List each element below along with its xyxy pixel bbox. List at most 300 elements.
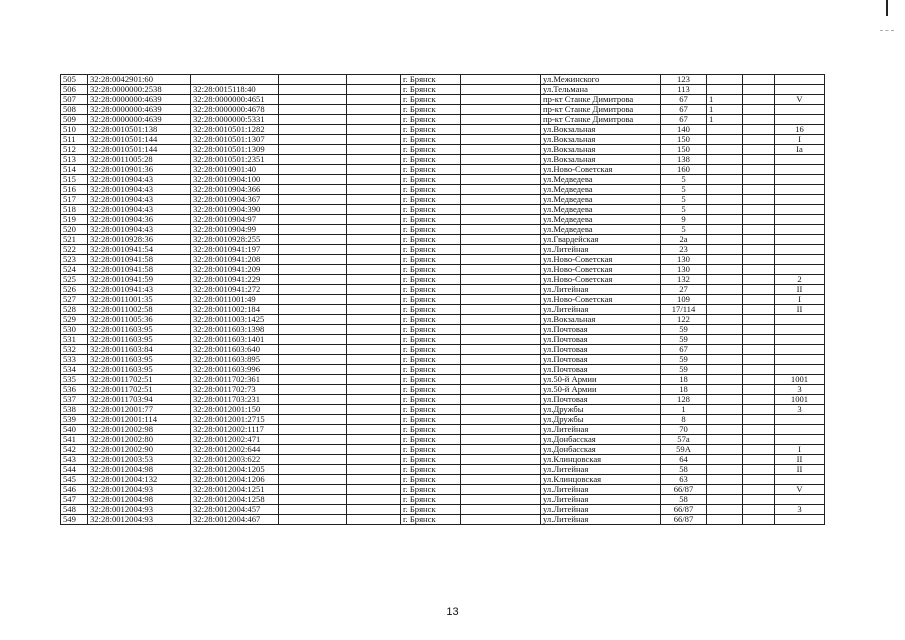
street-cell: ул.Почтовая: [541, 355, 661, 365]
street-cell: ул.Вокзальная: [541, 155, 661, 165]
street-cell: ул.Дружбы: [541, 405, 661, 415]
street-cell: ул.Донбасская: [541, 445, 661, 455]
street-cell: ул.Литейная: [541, 425, 661, 435]
table-row: [61, 365, 825, 375]
empty-cell: [347, 215, 401, 225]
row-number-cell: 514: [61, 165, 88, 175]
empty-cell: [743, 155, 775, 165]
building-cell: [707, 465, 743, 475]
empty-cell: [461, 375, 541, 385]
cadastral-block-cell: 32:28:0000000:4639: [88, 95, 191, 105]
street-cell: ул.Литейная: [541, 485, 661, 495]
street-cell: пр-кт Станке Димитрова: [541, 115, 661, 125]
building-cell: [707, 495, 743, 505]
empty-cell: [279, 295, 347, 305]
building-cell: 1: [707, 115, 743, 125]
empty-cell: [461, 265, 541, 275]
building-cell: [707, 485, 743, 495]
empty-cell: [279, 305, 347, 315]
empty-cell: [743, 345, 775, 355]
empty-cell: [347, 345, 401, 355]
city-cell: г. Брянск: [401, 515, 461, 525]
row-number-cell: 517: [61, 195, 88, 205]
street-cell: ул.Ново-Советская: [541, 295, 661, 305]
row-number-cell: 537: [61, 395, 88, 405]
table-row: [61, 315, 825, 325]
table-row: [61, 105, 825, 115]
premises-cell: 16: [775, 125, 825, 135]
empty-cell: [347, 185, 401, 195]
empty-cell: [461, 435, 541, 445]
empty-cell: [461, 175, 541, 185]
empty-cell: [743, 85, 775, 95]
table-row: [61, 505, 825, 515]
premises-cell: [775, 365, 825, 375]
row-number-cell: 531: [61, 335, 88, 345]
cadastral-block-cell: 32:28:0010904:43: [88, 205, 191, 215]
empty-cell: [347, 115, 401, 125]
empty-cell: [347, 485, 401, 495]
empty-cell: [743, 255, 775, 265]
cadastral-number-cell: 32:28:0010941:209: [191, 265, 279, 275]
row-number-cell: 519: [61, 215, 88, 225]
empty-cell: [347, 405, 401, 415]
building-cell: [707, 205, 743, 215]
empty-cell: [461, 155, 541, 165]
empty-cell: [743, 425, 775, 435]
table-row: [61, 285, 825, 295]
table-row: [61, 255, 825, 265]
empty-cell: [279, 365, 347, 375]
empty-cell: [461, 165, 541, 175]
row-number-cell: 524: [61, 265, 88, 275]
city-cell: г. Брянск: [401, 295, 461, 305]
premises-cell: [775, 495, 825, 505]
cadastral-number-cell: 32:28:0012004:1205: [191, 465, 279, 475]
building-cell: [707, 285, 743, 295]
city-cell: г. Брянск: [401, 425, 461, 435]
building-cell: [707, 275, 743, 285]
house-cell: 113: [661, 85, 707, 95]
building-cell: [707, 215, 743, 225]
house-cell: 66/87: [661, 505, 707, 515]
empty-cell: [743, 95, 775, 105]
premises-cell: [775, 195, 825, 205]
empty-cell: [347, 455, 401, 465]
empty-cell: [347, 475, 401, 485]
building-cell: [707, 365, 743, 375]
table-row: [61, 225, 825, 235]
empty-cell: [279, 345, 347, 355]
empty-cell: [461, 125, 541, 135]
empty-cell: [461, 235, 541, 245]
building-cell: [707, 355, 743, 365]
house-cell: 23: [661, 245, 707, 255]
street-cell: пр-кт Станке Димитрова: [541, 95, 661, 105]
house-cell: 18: [661, 385, 707, 395]
empty-cell: [743, 315, 775, 325]
cadastral-block-cell: 32:28:0042901:60: [88, 75, 191, 85]
row-number-cell: 534: [61, 365, 88, 375]
cadastral-block-cell: 32:28:0011603:95: [88, 355, 191, 365]
row-number-cell: 509: [61, 115, 88, 125]
street-cell: ул.Литейная: [541, 495, 661, 505]
house-cell: 27: [661, 285, 707, 295]
building-cell: [707, 85, 743, 95]
city-cell: г. Брянск: [401, 115, 461, 125]
empty-cell: [347, 395, 401, 405]
street-cell: ул.Вокзальная: [541, 145, 661, 155]
cadastral-number-cell: 32:28:0010904:99: [191, 225, 279, 235]
house-cell: 5: [661, 205, 707, 215]
empty-cell: [461, 355, 541, 365]
cadastral-block-cell: 32:28:0012002:90: [88, 445, 191, 455]
empty-cell: [461, 505, 541, 515]
empty-cell: [743, 355, 775, 365]
house-cell: 160: [661, 165, 707, 175]
empty-cell: [279, 225, 347, 235]
table-row: [61, 165, 825, 175]
table-row: [61, 305, 825, 315]
city-cell: г. Брянск: [401, 225, 461, 235]
city-cell: г. Брянск: [401, 305, 461, 315]
table-row: [61, 475, 825, 485]
house-cell: 5: [661, 195, 707, 205]
empty-cell: [461, 245, 541, 255]
house-cell: 1: [661, 405, 707, 415]
house-cell: 132: [661, 275, 707, 285]
row-number-cell: 521: [61, 235, 88, 245]
empty-cell: [347, 505, 401, 515]
empty-cell: [461, 205, 541, 215]
building-cell: [707, 475, 743, 485]
empty-cell: [743, 495, 775, 505]
cadastral-number-cell: 32:28:0010904:97: [191, 215, 279, 225]
premises-cell: II: [775, 465, 825, 475]
empty-cell: [461, 495, 541, 505]
empty-cell: [743, 415, 775, 425]
street-cell: ул.Ново-Советская: [541, 165, 661, 175]
cadastral-block-cell: 32:28:0011702:51: [88, 385, 191, 395]
street-cell: ул.Почтовая: [541, 345, 661, 355]
street-cell: ул.Тельмана: [541, 85, 661, 95]
cadastral-block-cell: 32:28:0010904:43: [88, 195, 191, 205]
table-row: [61, 485, 825, 495]
empty-cell: [347, 425, 401, 435]
premises-cell: II: [775, 305, 825, 315]
building-cell: [707, 325, 743, 335]
row-number-cell: 547: [61, 495, 88, 505]
house-cell: 58: [661, 465, 707, 475]
empty-cell: [347, 335, 401, 345]
house-cell: 57а: [661, 435, 707, 445]
city-cell: г. Брянск: [401, 275, 461, 285]
cadastral-block-cell: 32:28:0010904:43: [88, 185, 191, 195]
empty-cell: [279, 505, 347, 515]
building-cell: [707, 505, 743, 515]
cadastral-number-cell: 32:28:0010904:390: [191, 205, 279, 215]
street-cell: ул.Ново-Советская: [541, 265, 661, 275]
city-cell: г. Брянск: [401, 145, 461, 155]
empty-cell: [461, 85, 541, 95]
building-cell: [707, 515, 743, 525]
street-cell: ул.Почтовая: [541, 325, 661, 335]
cadastral-block-cell: 32:28:0000000:4639: [88, 115, 191, 125]
empty-cell: [461, 485, 541, 495]
building-cell: [707, 265, 743, 275]
empty-cell: [279, 75, 347, 85]
empty-cell: [743, 475, 775, 485]
house-cell: 150: [661, 135, 707, 145]
cadastral-block-cell: 32:28:0012002:98: [88, 425, 191, 435]
empty-cell: [347, 295, 401, 305]
street-cell: ул.Литейная: [541, 515, 661, 525]
empty-cell: [279, 275, 347, 285]
empty-cell: [347, 95, 401, 105]
cadastral-block-cell: 32:28:0010904:43: [88, 225, 191, 235]
house-cell: 138: [661, 155, 707, 165]
row-number-cell: 516: [61, 185, 88, 195]
city-cell: г. Брянск: [401, 235, 461, 245]
cadastral-number-cell: 32:28:0011702:361: [191, 375, 279, 385]
row-number-cell: 543: [61, 455, 88, 465]
premises-cell: V: [775, 485, 825, 495]
building-cell: 1: [707, 95, 743, 105]
city-cell: г. Брянск: [401, 255, 461, 265]
empty-cell: [347, 375, 401, 385]
street-cell: ул.Медведева: [541, 195, 661, 205]
street-cell: ул.Гвардейская: [541, 235, 661, 245]
street-cell: ул.Медведева: [541, 185, 661, 195]
empty-cell: [461, 325, 541, 335]
building-cell: [707, 75, 743, 85]
building-cell: [707, 425, 743, 435]
empty-cell: [743, 175, 775, 185]
house-cell: 17/114: [661, 305, 707, 315]
empty-cell: [743, 375, 775, 385]
cadastral-number-cell: 32:28:0010941:229: [191, 275, 279, 285]
empty-cell: [279, 255, 347, 265]
house-cell: 70: [661, 425, 707, 435]
city-cell: г. Брянск: [401, 125, 461, 135]
city-cell: г. Брянск: [401, 245, 461, 255]
premises-cell: [775, 515, 825, 525]
street-cell: ул.Ново-Советская: [541, 275, 661, 285]
row-number-cell: 513: [61, 155, 88, 165]
building-cell: [707, 445, 743, 455]
row-number-cell: 507: [61, 95, 88, 105]
cadastral-block-cell: 32:28:0010928:36: [88, 235, 191, 245]
city-cell: г. Брянск: [401, 475, 461, 485]
house-cell: 63: [661, 475, 707, 485]
house-cell: 2а: [661, 235, 707, 245]
building-cell: [707, 395, 743, 405]
street-cell: ул.Медведева: [541, 225, 661, 235]
empty-cell: [347, 75, 401, 85]
table-row: [61, 495, 825, 505]
cadastral-number-cell: 32:28:0011603:996: [191, 365, 279, 375]
empty-cell: [461, 405, 541, 415]
street-cell: ул.50-й Армии: [541, 375, 661, 385]
house-cell: 67: [661, 115, 707, 125]
table-row: [61, 295, 825, 305]
house-cell: 128: [661, 395, 707, 405]
empty-cell: [743, 505, 775, 515]
house-cell: 109: [661, 295, 707, 305]
empty-cell: [743, 295, 775, 305]
premises-cell: [775, 75, 825, 85]
empty-cell: [347, 435, 401, 445]
empty-cell: [461, 215, 541, 225]
empty-cell: [279, 185, 347, 195]
empty-cell: [743, 75, 775, 85]
city-cell: г. Брянск: [401, 75, 461, 85]
empty-cell: [279, 475, 347, 485]
cadastral-number-cell: 32:28:0011603:1401: [191, 335, 279, 345]
premises-cell: [775, 105, 825, 115]
empty-cell: [743, 225, 775, 235]
empty-cell: [279, 145, 347, 155]
house-cell: 67: [661, 95, 707, 105]
empty-cell: [279, 105, 347, 115]
empty-cell: [347, 225, 401, 235]
building-cell: [707, 405, 743, 415]
cadastral-number-cell: 32:28:0012001:150: [191, 405, 279, 415]
empty-cell: [279, 335, 347, 345]
empty-cell: [743, 435, 775, 445]
premises-cell: [775, 315, 825, 325]
house-cell: 130: [661, 265, 707, 275]
empty-cell: [347, 465, 401, 475]
empty-cell: [347, 285, 401, 295]
empty-cell: [743, 115, 775, 125]
row-number-cell: 533: [61, 355, 88, 365]
cadastral-block-cell: 32:28:0010501:144: [88, 145, 191, 155]
empty-cell: [347, 305, 401, 315]
row-number-cell: 545: [61, 475, 88, 485]
cadastral-block-cell: 32:28:0011001:35: [88, 295, 191, 305]
cadastral-number-cell: 32:28:0012004:1258: [191, 495, 279, 505]
cadastral-number-cell: 32:28:0012001:2715: [191, 415, 279, 425]
street-cell: ул.Литейная: [541, 465, 661, 475]
empty-cell: [461, 135, 541, 145]
cadastral-block-cell: 32:28:0011005:36: [88, 315, 191, 325]
cadastral-block-cell: 32:28:0012004:93: [88, 505, 191, 515]
cadastral-number-cell: 32:28:0010501:1307: [191, 135, 279, 145]
empty-cell: [347, 415, 401, 425]
empty-cell: [279, 175, 347, 185]
house-cell: 122: [661, 315, 707, 325]
city-cell: г. Брянск: [401, 135, 461, 145]
city-cell: г. Брянск: [401, 495, 461, 505]
house-cell: 18: [661, 375, 707, 385]
cadastral-block-cell: 32:28:0011603:95: [88, 365, 191, 375]
empty-cell: [461, 75, 541, 85]
cadastral-number-cell: 32:28:0011603:895: [191, 355, 279, 365]
table-row: [61, 125, 825, 135]
cadastral-number-cell: 32:28:0010901:40: [191, 165, 279, 175]
cadastral-number-cell: 32:28:0010928:255: [191, 235, 279, 245]
building-cell: [707, 435, 743, 445]
cadastral-block-cell: 32:28:0012001:77: [88, 405, 191, 415]
empty-cell: [461, 275, 541, 285]
empty-cell: [743, 455, 775, 465]
building-cell: [707, 165, 743, 175]
premises-cell: I: [775, 295, 825, 305]
city-cell: г. Брянск: [401, 315, 461, 325]
cadastral-number-cell: 32:28:0000000:5331: [191, 115, 279, 125]
empty-cell: [279, 115, 347, 125]
empty-cell: [461, 475, 541, 485]
empty-cell: [461, 335, 541, 345]
page-number: 13: [446, 606, 459, 618]
empty-cell: [743, 285, 775, 295]
table-row: [61, 245, 825, 255]
empty-cell: [461, 185, 541, 195]
cadastral-block-cell: 32:28:0012002:80: [88, 435, 191, 445]
empty-cell: [461, 445, 541, 455]
empty-cell: [461, 295, 541, 305]
empty-cell: [461, 115, 541, 125]
row-number-cell: 535: [61, 375, 88, 385]
house-cell: 66/87: [661, 485, 707, 495]
empty-cell: [279, 165, 347, 175]
street-cell: ул.Медведева: [541, 215, 661, 225]
house-cell: 58: [661, 495, 707, 505]
row-number-cell: 544: [61, 465, 88, 475]
building-cell: [707, 415, 743, 425]
city-cell: г. Брянск: [401, 185, 461, 195]
empty-cell: [347, 355, 401, 365]
building-cell: [707, 245, 743, 255]
table-row: [61, 325, 825, 335]
cadastral-block-cell: 32:28:0012004:132: [88, 475, 191, 485]
empty-cell: [743, 235, 775, 245]
street-cell: ул.Клинцовская: [541, 455, 661, 465]
empty-cell: [347, 165, 401, 175]
cadastral-number-cell: 32:28:0010501:1309: [191, 145, 279, 155]
city-cell: г. Брянск: [401, 485, 461, 495]
empty-cell: [279, 235, 347, 245]
row-number-cell: 530: [61, 325, 88, 335]
house-cell: 5: [661, 185, 707, 195]
building-cell: [707, 385, 743, 395]
house-cell: 67: [661, 345, 707, 355]
page-edge-mark: [886, 0, 888, 16]
cadastral-number-cell: 32:28:0011603:640: [191, 345, 279, 355]
premises-cell: 3: [775, 385, 825, 395]
empty-cell: [743, 275, 775, 285]
empty-cell: [347, 255, 401, 265]
building-cell: 1: [707, 105, 743, 115]
empty-cell: [743, 195, 775, 205]
empty-cell: [461, 425, 541, 435]
premises-cell: Ia: [775, 145, 825, 155]
cadastral-block-cell: 32:28:0012004:93: [88, 485, 191, 495]
empty-cell: [743, 465, 775, 475]
city-cell: г. Брянск: [401, 375, 461, 385]
cadastral-block-cell: 32:28:0011703:94: [88, 395, 191, 405]
city-cell: г. Брянск: [401, 505, 461, 515]
cadastral-block-cell: 32:28:0010901:36: [88, 165, 191, 175]
cadastral-block-cell: 32:28:0010904:43: [88, 175, 191, 185]
table-row: [61, 405, 825, 415]
house-cell: 59: [661, 355, 707, 365]
street-cell: ул.Медведева: [541, 175, 661, 185]
row-number-cell: 515: [61, 175, 88, 185]
cadastral-number-cell: 32:28:0011003:1425: [191, 315, 279, 325]
cadastral-number-cell: 32:28:0011002:184: [191, 305, 279, 315]
